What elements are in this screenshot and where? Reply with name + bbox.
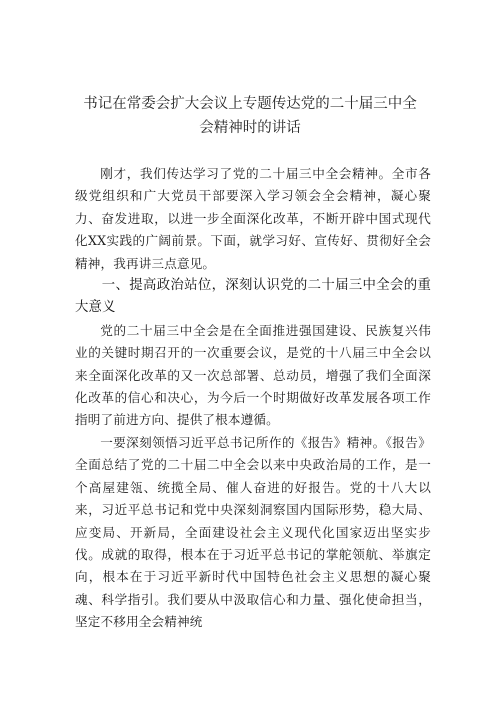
- title-line-1: 书记在常委会扩大会议上专题传达党的二十届三中全: [83, 96, 417, 112]
- title-line-2: 会精神时的讲话: [199, 120, 301, 136]
- body-paragraph-1: 党的二十届三中全会是在全面推进强国建设、民族复兴伟业的关键时期召开的一次重要会议，是党的十八届三中全会以来全面深化改革的又一次总部署、总动员，增强了我们全面深化改革的信心和决心，为今后一个时期做好改革发展各项工作指明了前进方向、提供了根本遵循。: [75, 322, 431, 428]
- section-heading-1: 一、提高政治站位，深刻认识党的二十届三中全会的重大意义: [75, 278, 431, 316]
- body-paragraph-2: 一要深刻领悟习近平总书记所作的《报告》精神。《报告》全面总结了党的二十届二中全会以来中央政治局的工作，是一个高屋建瓴、统揽全局、催人奋进的好报告。党的十八大以来，习近平总书记和党中央深刻洞察国内国际形势，稳大局、应变局、开新局，全面建设社会主义现代化国家迈出坚实步伐。成就的取得，根本在于习近平总书记的掌舵领航、举旗定向，根本在于习近平新时代中国特色社会主义思想的凝心聚魂、科学指引。我们要从中汲取信心和力量、强化使命担当，坚定不移用全会精神统: [75, 434, 431, 630]
- document-body: [75, 163, 431, 634]
- intro-paragraph: 刚才，我们传达学习了党的二十届三中全会精神。全市各级党组织和广大党员干部要深入学习领会全会精神，凝心聚力、奋发进取，以进一步全面深化改革，不断开辟中国式现代化XX实践的广阔前景。下面，就学习好、宣传好、贯彻好全会精神，我再讲三点意见。: [75, 166, 431, 271]
- document-title: [70, 92, 430, 140]
